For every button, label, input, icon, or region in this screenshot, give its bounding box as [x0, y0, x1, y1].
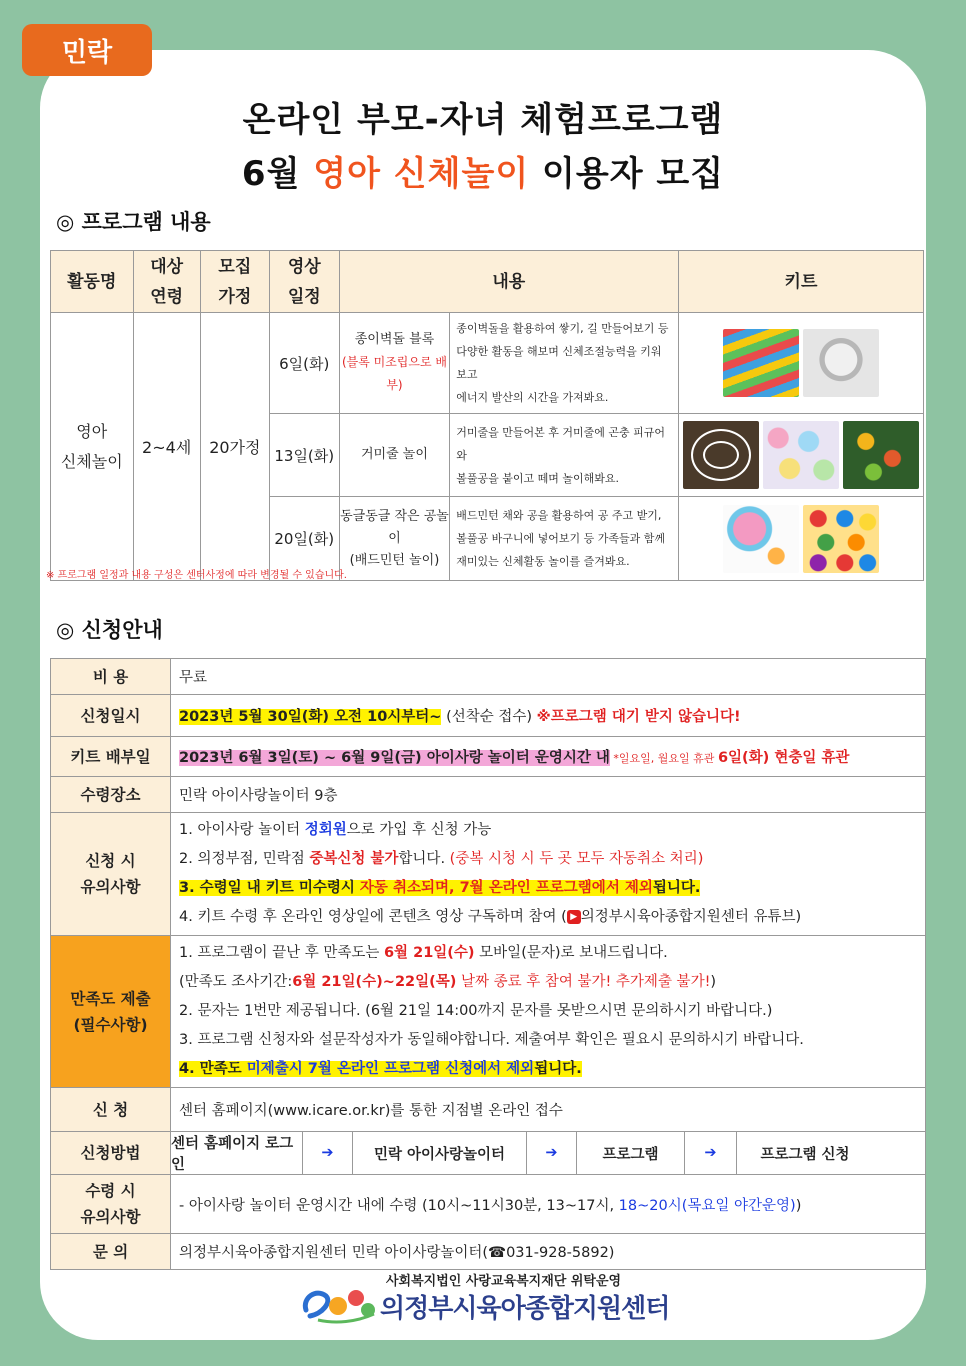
paper-brick-image [723, 329, 799, 397]
section-program-heading: ◎ 프로그램 내용 [56, 210, 211, 234]
households-count: 20가정 [200, 313, 269, 581]
title-highlight: 영아 신체놀이 [313, 154, 530, 194]
apply-value: 센터 홈페이지(www.icare.or.kr)를 통한 지점별 온라인 접수 [171, 1088, 926, 1132]
step-3: 프로그램 [577, 1132, 685, 1174]
place-value: 민락 아이사랑놀이터 9층 [171, 777, 926, 813]
table-row [51, 313, 924, 414]
insect-figure-image [843, 421, 919, 489]
caution-item-4: 4. 키트 수령 후 온라인 영상일에 콘텐츠 영상 구독하며 참여 ( ▶ 의정부시육아종합지원센터 유튜브) [179, 909, 802, 925]
method-label: 신청방법 [51, 1132, 171, 1175]
badminton-racket-image [723, 505, 799, 573]
kit-images [678, 313, 923, 414]
period-value: 2023년 5월 30일(화) 오전 10시부터~ (선착순 접수) ※프로그램 대기 받지 않습니다! [171, 695, 926, 737]
center-logo-icon [300, 1280, 378, 1324]
header-content: 내용 [339, 251, 678, 313]
section-apply-heading: ◎ 신청안내 [56, 618, 163, 642]
program-item-desc: 거미줄을 만들어본 후 거미줄에 곤충 피규어와 볼풀공을 붙이고 떼며 놀이해봐요. [450, 414, 679, 497]
arrow-icon: ➔ [303, 1132, 353, 1174]
branch-tag: 민락 [22, 24, 152, 76]
table-row [51, 659, 926, 695]
survey-item-4: 4. 만족도 미제출시 7월 온라인 프로그램 신청에서 제외됩니다. [179, 1061, 582, 1077]
survey-item-1: 1. 프로그램이 끝난 후 만족도는 6월 21일(수) 모바일(문자)로 보내드립니다. [179, 945, 668, 961]
caution-list [171, 813, 926, 936]
header-activity: 활동명 [51, 251, 134, 313]
contact-label: 문 의 [51, 1234, 171, 1270]
program-item-desc: 배드민턴 채와 공을 활용하여 공 주고 받기, 볼풀공 바구니에 넣어보기 등 가족들과 함께 재미있는 신체활동 놀이를 즐겨봐요. [450, 497, 679, 581]
table-row [51, 1088, 926, 1132]
title-month: 6월 [241, 154, 301, 194]
title-suffix: 이용자 모집 [542, 154, 725, 194]
program-header-row [51, 251, 924, 313]
receive-value: - 아이사랑 놀이터 운영시간 내에 수령 (10시~11시30분, 13~17시, 18~20시(목요일 야간운영)) [171, 1175, 926, 1234]
footer-operator: 사회복지법인 사랑교육복지재단 위탁운영 [386, 1274, 622, 1289]
footer-center-name: 의정부시육아종합지원센터 [380, 1294, 670, 1324]
period-label: 신청일시 [51, 695, 171, 737]
program-table [50, 250, 924, 581]
receive-label: 수령 시 유의사항 [51, 1175, 171, 1234]
video-date: 20일(화) [269, 497, 339, 581]
table-row [51, 1132, 926, 1175]
colorful-balls-image [803, 505, 879, 573]
youtube-icon: ▶ [567, 910, 581, 924]
table-row [51, 737, 926, 777]
arrow-icon: ➔ [527, 1132, 577, 1174]
table-row [51, 1175, 926, 1234]
title-line2 [40, 146, 926, 195]
video-date: 6일(화) [269, 313, 339, 414]
contact-value: 의정부시육아종합지원센터 민락 아이사랑놀이터(☎031-928-5892) [171, 1234, 926, 1270]
table-row [51, 777, 926, 813]
header-households: 모집 가정 [200, 251, 269, 313]
place-label: 수령장소 [51, 777, 171, 813]
apply-table [50, 658, 926, 1270]
step-1: 센터 홈페이지 로그인 [171, 1132, 303, 1174]
caution-item-1: 1. 아이사랑 놀이터 정회원으로 가입 후 신청 가능 [179, 822, 492, 838]
program-note: ※ 프로그램 일정과 내용 구성은 센터사정에 따라 변경될 수 있습니다. [46, 570, 347, 581]
header-date: 영상 일정 [269, 251, 339, 313]
table-row [51, 813, 926, 936]
program-item-name: 동글동글 작은 공놀이 (배드민턴 놀이) [339, 497, 450, 581]
header-age: 대상 연령 [133, 251, 200, 313]
kit-value: 2023년 6월 3일(토) ~ 6월 9일(금) 아이사랑 놀이터 운영시간 내 *일요일, 월요일 휴관 6일(화) 현충일 휴관 [171, 737, 926, 777]
fee-value: 무료 [171, 659, 926, 695]
header-kit: 키트 [678, 251, 923, 313]
survey-item-3: 3. 프로그램 신청자와 설문작성자가 동일해야합니다. 제출여부 확인은 필요시 문의하시기 바랍니다. [179, 1032, 804, 1048]
fee-label: 비 용 [51, 659, 171, 695]
kit-label: 키트 배부일 [51, 737, 171, 777]
video-date: 13일(화) [269, 414, 339, 497]
program-item-name: 종이벽돌 블록 (블록 미조립으로 배부) [339, 313, 450, 414]
caution-label: 신청 시 유의사항 [51, 813, 171, 936]
block-piece-image [803, 329, 879, 397]
table-row [51, 1234, 926, 1270]
caution-item-3: 3. 수령일 내 키트 미수령시 자동 취소되며, 7월 온라인 프로그램에서 제외됩니다. [179, 880, 701, 896]
activity-name: 영아 신체놀이 [51, 313, 134, 581]
step-2: 민락 아이사랑놀이터 [353, 1132, 527, 1174]
apply-label: 신 청 [51, 1088, 171, 1132]
arrow-icon: ➔ [685, 1132, 737, 1174]
table-row [51, 695, 926, 737]
table-row [51, 936, 926, 1088]
survey-list [171, 936, 926, 1088]
kit-images [678, 414, 923, 497]
caution-item-2: 2. 의정부점, 민락점 중복신청 불가합니다. (중복 시청 시 두 곳 모두 자동취소 처리) [179, 851, 704, 867]
kit-images [678, 497, 923, 581]
spider-web-image [683, 421, 759, 489]
survey-item-period: (만족도 조사기간:6월 21일(수)~22일(목) 날짜 종료 후 참여 불가! 추가제출 불가!) [179, 974, 717, 990]
survey-item-2: 2. 문자는 1번만 제공됩니다. (6월 21일 14:00까지 문자를 못받으시면 문의하시기 바랍니다.) [179, 1003, 773, 1019]
method-steps [171, 1132, 926, 1175]
step-4: 프로그램 신청 [760, 1146, 850, 1163]
program-item-desc: 종이벽돌을 활용하여 쌓기, 길 만들어보기 등 다양한 활동을 해보며 신체조절능력을 키워보고 에너지 발산의 시간을 가져봐요. [450, 313, 679, 414]
target-age: 2~4세 [133, 313, 200, 581]
program-item-name: 거미줄 놀이 [339, 414, 450, 497]
title-line1: 온라인 부모-자녀 체험프로그램 [242, 100, 724, 140]
survey-label: 만족도 제출 (필수사항) [51, 936, 171, 1088]
ball-pool-image [763, 421, 839, 489]
